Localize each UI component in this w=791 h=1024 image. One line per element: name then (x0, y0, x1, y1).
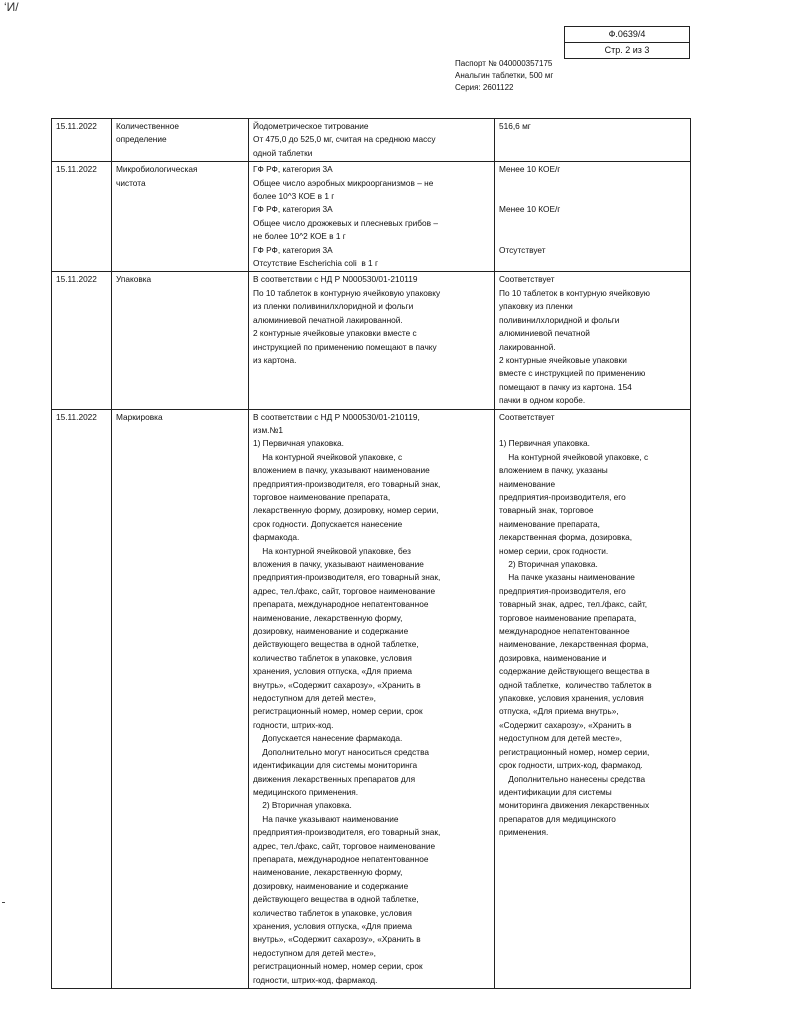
specification-line: ГФ РФ, категория 3А (253, 204, 333, 215)
specification-line: Общее число дрожжевых и плесневых грибов – (253, 217, 438, 228)
result-line: поливинилхлоридной и фольги (499, 314, 620, 325)
specification-line: хранения, условия отпуска, «Для приема (253, 920, 412, 931)
result-line: дозировка, наименование и (499, 652, 607, 663)
result-line: препаратов для медицинского (499, 813, 616, 824)
specification-cell (249, 162, 495, 272)
form-code-box (564, 26, 690, 59)
specification-line: регистрационный номер, номер серии, срок (253, 706, 423, 717)
result-line: На пачке указаны наименование (499, 572, 635, 583)
specification-line: алюминиевой печатной лакированной. (253, 314, 403, 325)
test-results-table (51, 118, 691, 989)
result-line: Соответствует (499, 411, 555, 422)
test-name-cell (112, 272, 249, 409)
test-date: 15.11.2022 (56, 121, 97, 131)
specification-line: не более 10^2 КОЕ в 1 г (253, 231, 346, 242)
specification-line: наименование, лекарственную форму, (253, 867, 403, 878)
specification-line: На контурной ячейковой упаковке, без (253, 545, 411, 556)
test-name-line: Микробиологическая (116, 164, 198, 175)
specification-line: предприятия-производителя, его товарный знак, (253, 827, 441, 838)
specification-line: хранения, условия отпуска, «Для приема (253, 666, 412, 677)
result-line (499, 424, 686, 437)
result-line: лакированной. (499, 341, 556, 352)
specification-line: более 10^3 КОЕ в 1 г (253, 191, 335, 202)
result-line: торговое наименование препарата, (499, 612, 637, 623)
test-name-line: определение (116, 134, 167, 145)
specification-line: От 475,0 до 525,0 мг, считая на среднюю массу (253, 134, 436, 145)
result-line: предприятия-производителя, его (499, 491, 626, 502)
specification-line: медицинского применения. (253, 786, 359, 797)
specification-line: 1) Первичная упаковка. (253, 438, 344, 449)
table-row (52, 162, 691, 272)
specification-line: вложения в пачку, указывают наименование (253, 559, 424, 569)
result-line: недоступном для детей месте», (499, 733, 622, 744)
specification-cell (249, 409, 495, 988)
result-line (499, 230, 686, 243)
table-row (52, 119, 691, 162)
specification-line: внутрь», «Содержит сахарозу», «Хранить в (253, 934, 421, 945)
test-name-cell (112, 162, 249, 272)
result-line: Дополнительно нанесены средства (499, 773, 646, 784)
result-line: товарный знак, торговое (499, 505, 594, 516)
result-line: Менее 10 КОЕ/г (499, 164, 561, 175)
test-date: 15.11.2022 (56, 411, 97, 422)
result-line: содержание действующего вещества в (499, 666, 650, 677)
specification-line: На контурной ячейковой упаковке, с (253, 451, 403, 462)
result-line (499, 177, 686, 190)
form-code: Ф.0639/4 (608, 29, 646, 39)
result-line: товарный знак, адрес, тел./факс, сайт, (499, 599, 648, 610)
specification-line: количество таблеток в упаковке, условия (253, 652, 412, 663)
product-name: Анальгин таблетки, 500 мг (455, 71, 554, 80)
result-line: Менее 10 КОЕ/г (499, 204, 561, 215)
result-line: пачки в одном коробе. (499, 395, 586, 406)
specification-line: 2 контурные ячейковые упаковки вместе с (253, 328, 417, 339)
result-line: вместе с инструкцией по применению (499, 368, 646, 379)
result-cell (495, 119, 691, 162)
result-line: 2) Вторичная упаковка. (499, 559, 598, 569)
result-line: одной таблетке, количество таблеток в (499, 679, 652, 690)
specification-line: Допускается нанесение фармакода. (253, 733, 403, 744)
result-line: применения. (499, 827, 549, 838)
result-line: вложением в пачку, указаны (499, 465, 608, 476)
table-row (52, 409, 691, 988)
result-line: международное непатентованное (499, 626, 630, 637)
specification-line: препарата, международное непатентованное (253, 853, 429, 864)
specification-line: срок годности. Допускается нанесение (253, 518, 403, 529)
specification-line: изм.№1 (253, 424, 283, 435)
specification-line: предприятия-производителя, его товарный знак, (253, 572, 441, 583)
result-line: предприятия-производителя, его (499, 585, 626, 596)
specification-cell (249, 119, 495, 162)
specification-line: торговое наименование препарата, (253, 491, 391, 502)
specification-line: регистрационный номер, номер серии, срок (253, 961, 423, 972)
result-line: наименование препарата, (499, 518, 600, 529)
test-name-line: Маркировка (116, 411, 163, 422)
specification-line: препарата, международное непатентованное (253, 599, 429, 610)
result-cell (495, 409, 691, 988)
test-name-cell (112, 409, 249, 988)
series-number: Серия: 2601122 (455, 83, 514, 92)
test-name-line: Упаковка (116, 274, 152, 285)
specification-line: годности, штрих-код. (253, 719, 334, 730)
test-name-line: чистота (116, 177, 146, 188)
result-line: срок годности, штрих-код, фармакод. (499, 760, 643, 771)
result-line: На контурной ячейковой упаковке, с (499, 451, 649, 462)
result-line: наименование (499, 478, 556, 489)
specification-line: адрес, тел./факс, сайт, торговое наименование (253, 585, 436, 596)
result-line: наименование, лекарственная форма, (499, 639, 649, 650)
passport-number: Паспорт № 040000357175 (455, 59, 553, 68)
specification-line: вложением в пачку, указывают наименование (253, 465, 430, 476)
specification-line: внутрь», «Содержит сахарозу», «Хранить в (253, 679, 421, 690)
result-line: помещают в пачку из картона. 154 (499, 381, 632, 392)
specification-line: фармакода. (253, 532, 300, 543)
specification-line: 2) Вторичная упаковка. (253, 800, 352, 811)
result-line: отпуска, «Для приема внутрь», (499, 706, 619, 717)
specification-line: из картона. (253, 354, 297, 365)
specification-line: одной таблетки (253, 147, 313, 158)
specification-line: наименование, лекарственную форму, (253, 612, 403, 623)
test-name-cell (112, 119, 249, 162)
test-date: 15.11.2022 (56, 274, 97, 285)
specification-line: недоступном для детей месте», (253, 693, 376, 704)
scan-corner-mark: ‘И/ (4, 0, 19, 14)
specification-cell (249, 272, 495, 409)
result-line: идентификации для системы (499, 786, 612, 797)
passport-header (455, 58, 553, 94)
table-row (52, 272, 691, 409)
result-line: «Содержит сахарозу», «Хранить в (499, 719, 632, 730)
result-line: 516,6 мг (499, 121, 531, 131)
specification-line: идентификации для системы мониторинга (253, 760, 418, 771)
result-line: Отсутствует (499, 244, 546, 255)
result-line: Соответствует (499, 274, 555, 285)
specification-line: В соответствии с НД Р N000530/01-210119 (253, 274, 418, 285)
specification-line: Дополнительно могут наноситься средства (253, 746, 430, 757)
result-line: По 10 таблеток в контурную ячейковую (499, 287, 651, 298)
specification-line: недоступном для детей месте», (253, 947, 376, 958)
specification-line: инструкцией по применению помещают в пачку (253, 341, 437, 352)
specification-line: ГФ РФ, категория 3А (253, 164, 333, 175)
test-date: 15.11.2022 (56, 164, 97, 175)
result-line: номер серии, срок годности. (499, 545, 609, 556)
specification-line: дозировку, наименование и содержание (253, 626, 409, 637)
specification-line: лекарственную форму, дозировку, номер серии, (253, 505, 439, 516)
specification-line: В соответствии с НД Р N000530/01-210119, (253, 411, 420, 422)
date-cell (52, 272, 112, 409)
page-number: Стр. 2 из 3 (565, 42, 689, 58)
result-cell (495, 272, 691, 409)
result-line: упаковке, условия хранения, условия (499, 693, 644, 704)
specification-line: адрес, тел./факс, сайт, торговое наименование (253, 840, 436, 851)
result-cell (495, 162, 691, 272)
specification-line: Общее число аэробных микроорганизмов – не (253, 177, 434, 188)
specification-line: Йодометрическое титрование (253, 121, 369, 131)
result-line (499, 217, 686, 230)
specification-line: ГФ РФ, категория 3А (253, 244, 333, 255)
specification-line: дозировку, наименование и содержание (253, 880, 409, 891)
result-line: лекарственная форма, дозировка, (499, 532, 633, 543)
test-name-line: Количественное (116, 121, 179, 131)
specification-line: На пачке указывают наименование (253, 813, 399, 824)
specification-line: По 10 таблеток в контурную ячейковую упаковку (253, 287, 441, 298)
date-cell (52, 162, 112, 272)
specification-line: Отсутствие Escherichia coli в 1 г (253, 258, 378, 269)
result-line: мониторинга движения лекарственных (499, 800, 650, 811)
specification-line: из пленки поливинилхлоридной и фольги (253, 301, 414, 312)
result-line: алюминиевой печатной (499, 328, 590, 339)
result-line (499, 190, 686, 203)
specification-line: предприятия-производителя, его товарный знак, (253, 478, 441, 489)
specification-line: количество таблеток в упаковке, условия (253, 907, 412, 918)
specification-line: годности, штрих-код, фармакод. (253, 974, 378, 985)
result-line: упаковку из пленки (499, 301, 573, 312)
date-cell (52, 119, 112, 162)
specification-line: действующего вещества в одной таблетке, (253, 639, 419, 650)
result-line: 2 контурные ячейковые упаковки (499, 354, 627, 365)
result-line: регистрационный номер, номер серии, (499, 746, 650, 757)
date-cell (52, 409, 112, 988)
specification-line: движения лекарственных препаратов для (253, 773, 416, 784)
result-line: 1) Первичная упаковка. (499, 438, 590, 449)
specification-line: действующего вещества в одной таблетке, (253, 894, 419, 905)
margin-mark (2, 902, 5, 903)
